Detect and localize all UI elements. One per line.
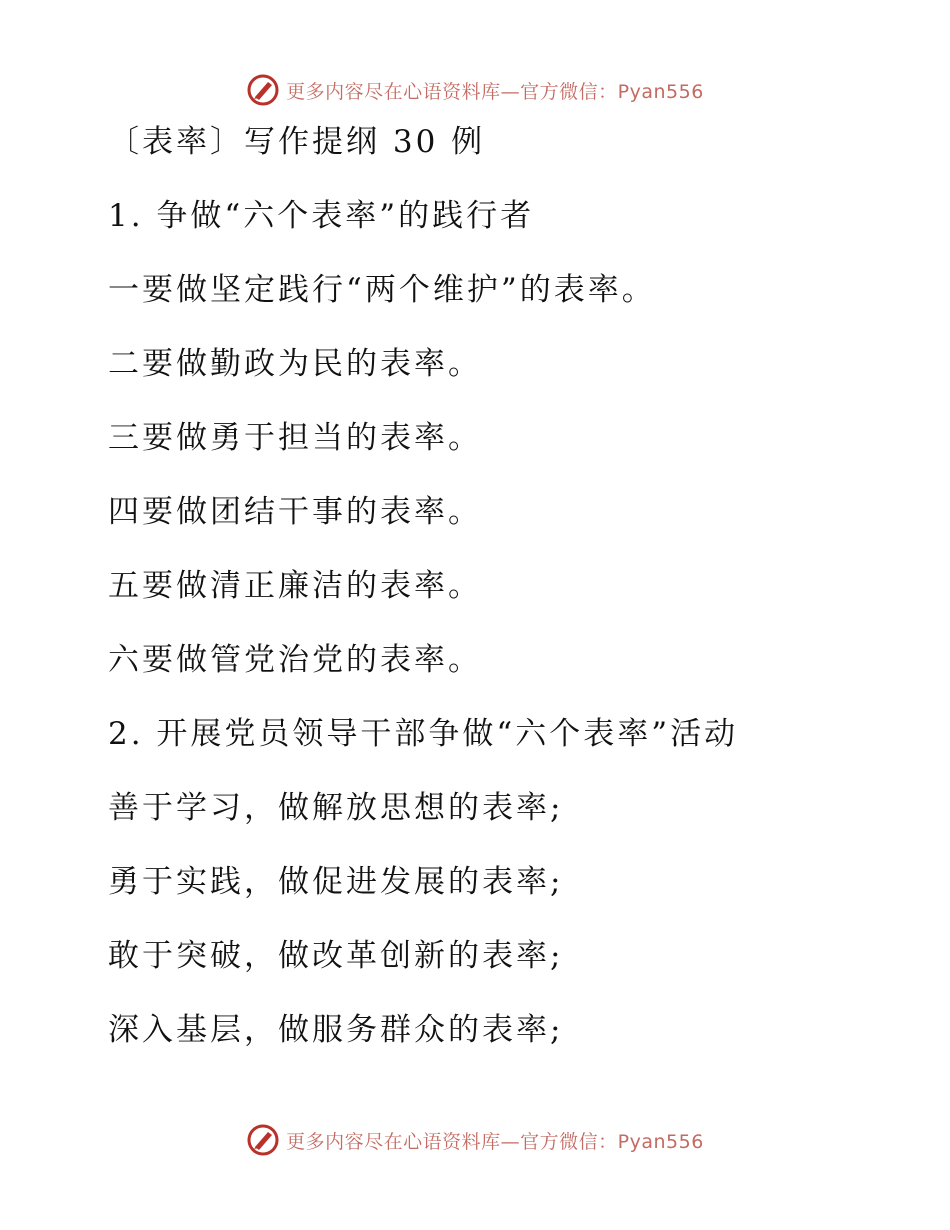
text-line: 二要做勤政为民的表率。 — [108, 346, 482, 382]
text-line: 一要做坚定践行“两个维护”的表率。 — [108, 272, 656, 308]
section-heading-2: 2. 开展党员领导干部争做“六个表率”活动 — [108, 716, 739, 752]
text-line: 五要做清正廉洁的表率。 — [108, 568, 482, 604]
text-line: 三要做勇于担当的表率。 — [108, 420, 482, 456]
text-line: 四要做团结干事的表率。 — [108, 494, 482, 530]
text-line: 勇于实践，做促进发展的表率; — [108, 864, 564, 900]
watermark-wechat-id: Pyan556 — [617, 1130, 704, 1153]
document-body — [108, 124, 908, 1086]
seal-logo-icon — [246, 73, 280, 107]
text-line: 六要做管党治党的表率。 — [108, 642, 482, 678]
text-line: 深入基层，做服务群众的表率; — [108, 1012, 564, 1048]
seal-logo-icon — [246, 1123, 280, 1157]
text-line: 善于学习，做解放思想的表率; — [108, 790, 564, 826]
section-heading-1: 1. 争做“六个表率”的践行者 — [108, 198, 535, 234]
watermark-text: 更多内容尽在心语资料库—官方微信： — [286, 1130, 618, 1153]
document-title: 〔表率〕写作提纲 30 例 — [108, 124, 486, 160]
watermark-text: 更多内容尽在心语资料库—官方微信： — [286, 80, 618, 103]
watermark-wechat-id: Pyan556 — [617, 80, 704, 103]
text-line: 敢于突破，做改革创新的表率; — [108, 938, 564, 974]
header-watermark — [0, 70, 950, 110]
footer-watermark — [0, 1120, 950, 1160]
